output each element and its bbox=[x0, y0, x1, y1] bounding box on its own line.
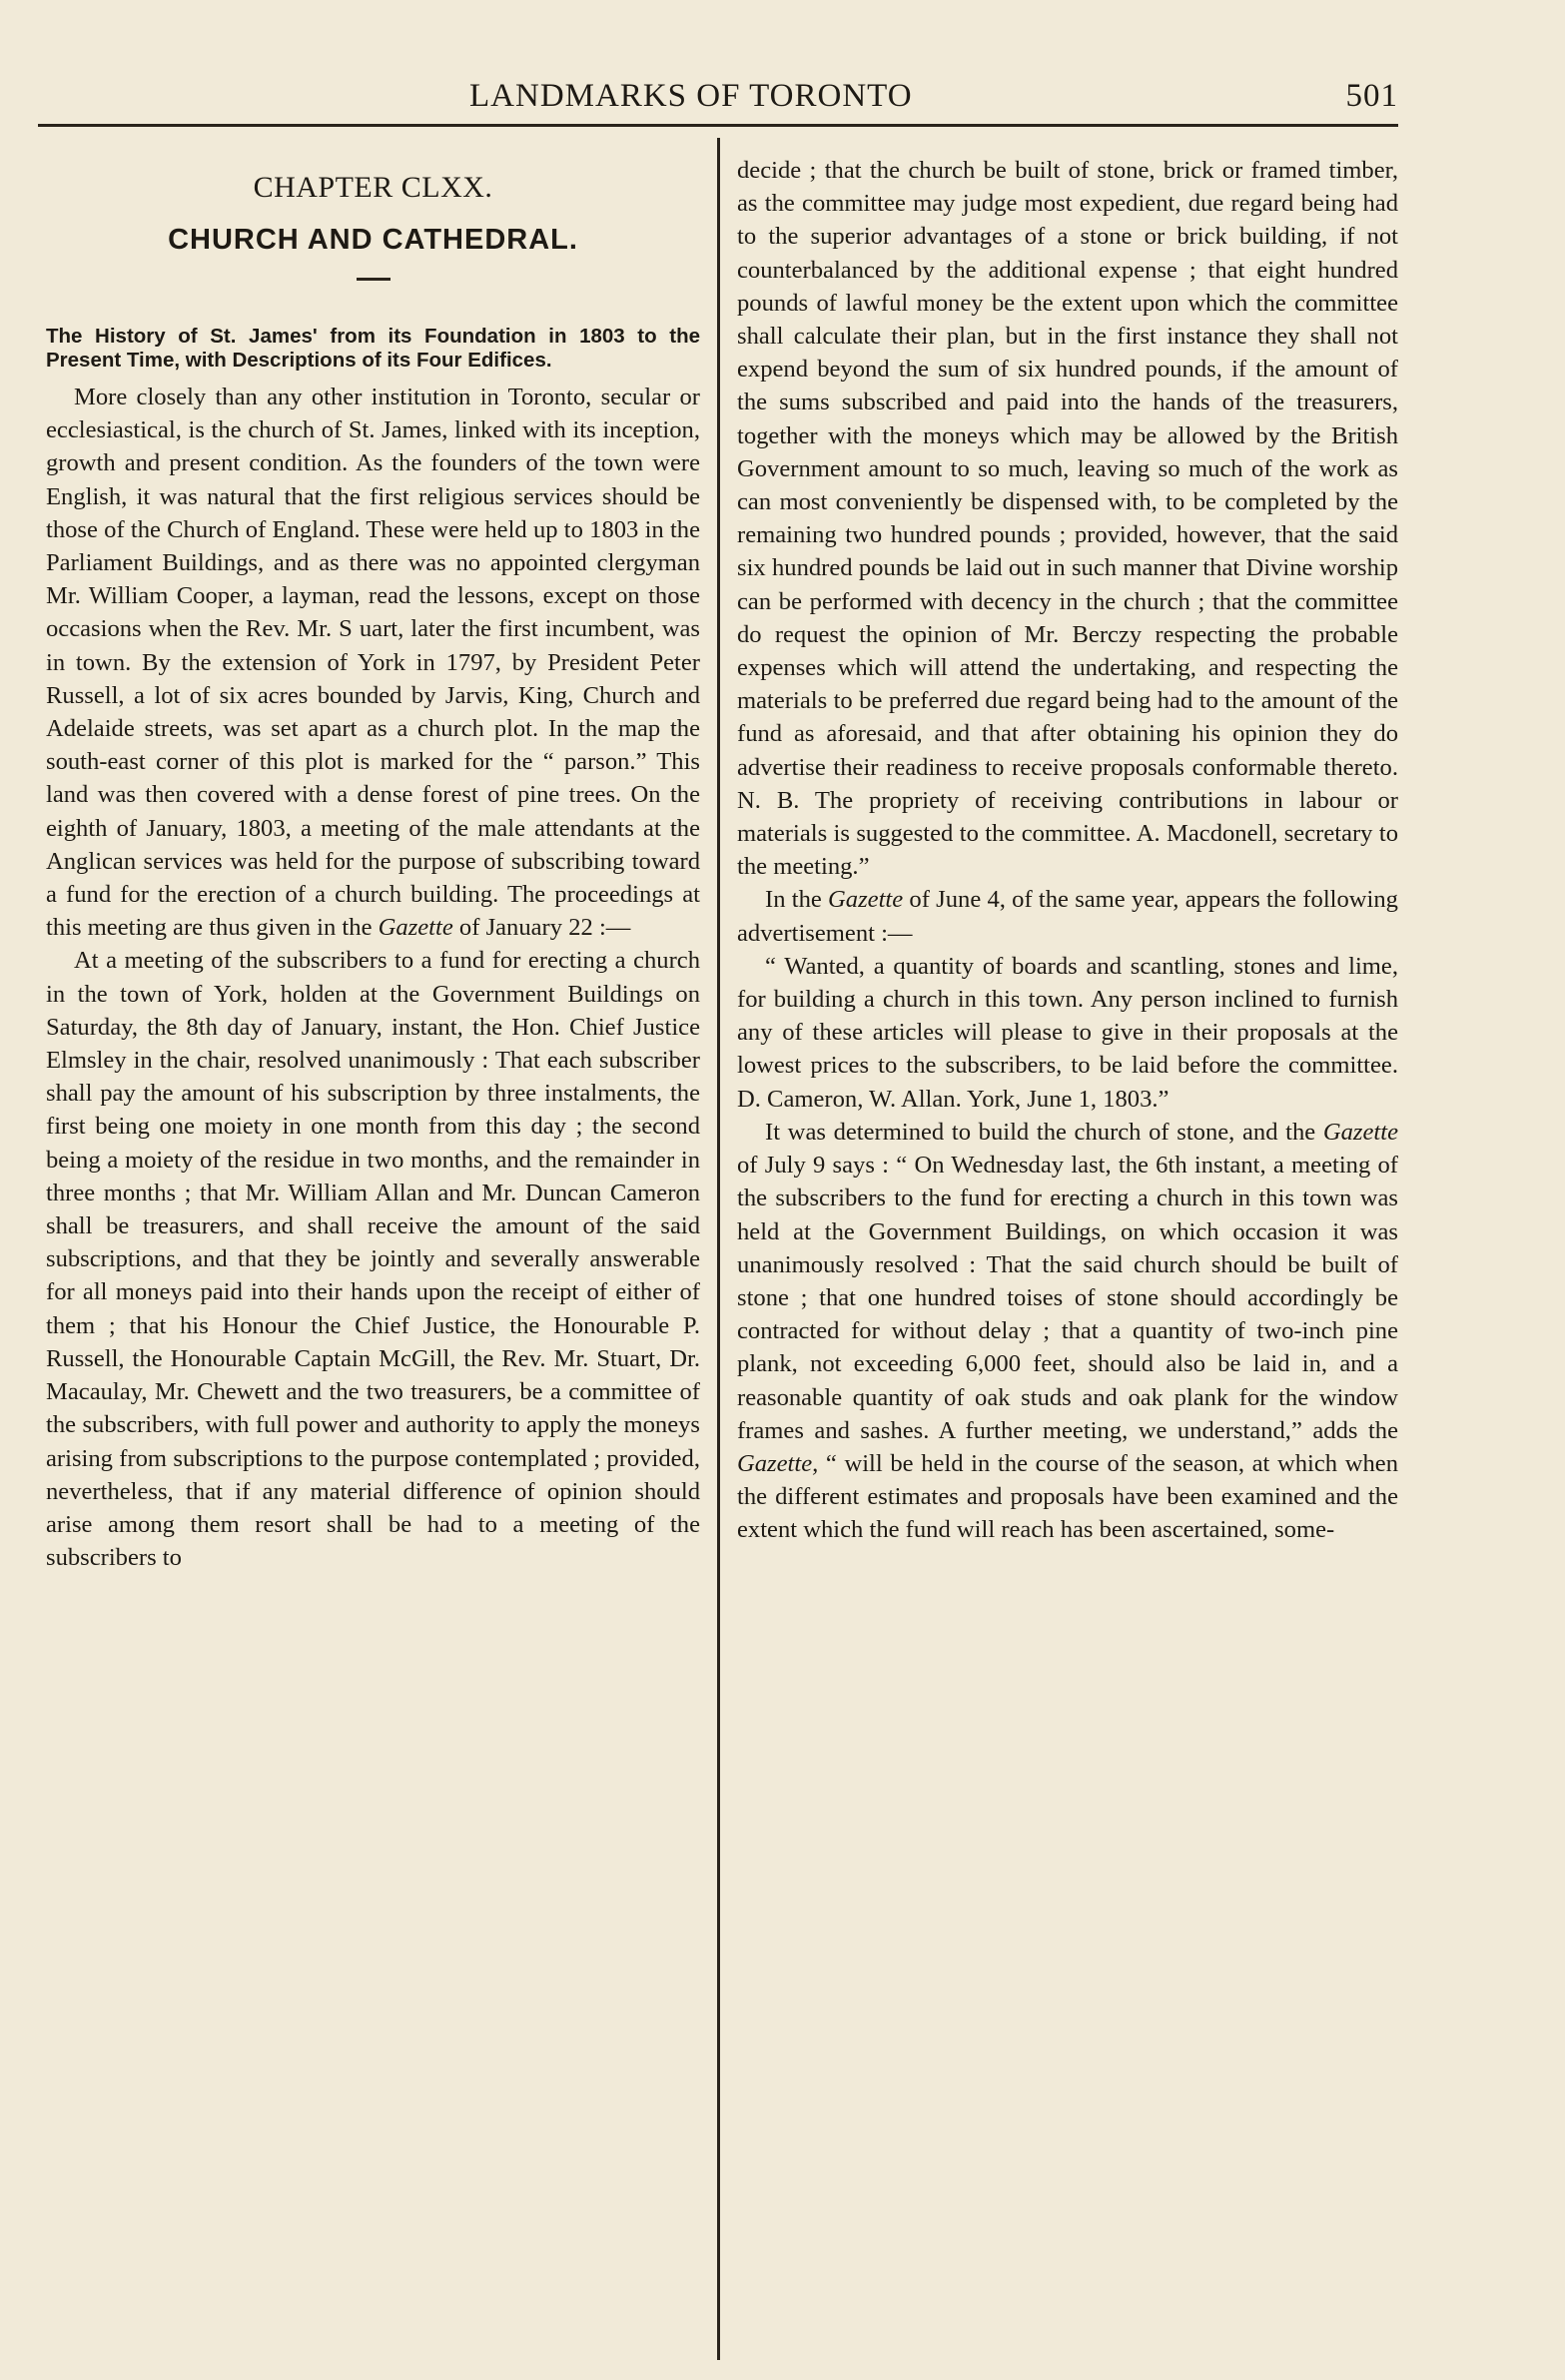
running-head bbox=[40, 78, 1398, 124]
paragraph: decide ; that the church be built of stone, brick or framed timber, as the committee may judge most expedient, due regard being had to the superior advantages of a stone or brick building, if not counterbalanced by the additional expense ; that eight hundred pounds of lawful money be the extent upon which the committee shall calculate their plan, but in the first instance they shall not expend beyond the sum of six hundred pounds, if the amount of the sums subscribed and paid into the hands of the treasurers, together with the moneys which may be allowed by the British Government amount to so much, leaving so much of the work as can most conveniently be dispensed with, to be completed by the remaining two hundred pounds ; provided, however, that the said six hundred pounds be laid out in such manner that Divine worship can be performed with decency in the church ; that the committee do request the opinion of Mr. Berczy respecting the probable expenses which will attend the undertaking, and respecting the materials to be preferred due regard being had to the amount of the fund as aforesaid, and that after obtaining his opinion they do advertise their readiness to receive proposals conformable thereto. N. B. The propriety of receiving contributions in labour or materials is suggested to the committee. A. Macdonell, secretary to the meeting.” bbox=[737, 157, 1398, 881]
column-divider bbox=[717, 138, 720, 2360]
paragraph-text: It was determined to build the church of stone, and the bbox=[765, 1118, 1323, 1146]
paragraph-text: In the bbox=[765, 886, 829, 914]
left-column bbox=[46, 150, 700, 1574]
chapter-number: CHAPTER CLXX. bbox=[253, 171, 493, 204]
paragraph bbox=[46, 381, 700, 944]
page-number: 501 bbox=[1345, 78, 1398, 114]
paragraph-text: More closely than any other institution in Toronto, secular or ecclesiastical, is the church of St. James, linked with its inception, growth and present condition. As the founders of the town were English, it was natural that the first religious services should be those of the Church of England. These were held up to 1803 in the Parliament Buildings, and as there was no appointed clergyman Mr. William Cooper, a layman, read the lessons, except on those occasions when the Rev. Mr. S uart, later the first incumbent, was in town. By the extension of York in 1797, by President Peter Russell, a lot of six acres bounded by Jarvis, King, Church and Adelaide streets, was set apart as a church plot. In the map the south-east corner of this plot is marked for the “ parson.” This land was then covered with a dense forest of pine trees. On the eighth of January, 1803, a meeting of the male attendants at the Anglican services was held for the purpose of subscribing toward a fund for the erection of a church building. The proceedings at this meeting are thus given in the bbox=[46, 384, 700, 942]
chapter-subtitle: The History of St. James' from its Foundation in 1803 to the Present Time, with Descriptions of its Four Edifices. bbox=[46, 325, 700, 372]
gazette-title: Gazette bbox=[378, 914, 453, 942]
paragraph-text: of June 4, of the same year, appears the following advertisement :— bbox=[737, 886, 1398, 947]
running-title: LANDMARKS OF TORONTO bbox=[469, 78, 913, 114]
paragraph bbox=[737, 1116, 1398, 1547]
chapter-title: CHURCH AND CATHEDRAL. bbox=[168, 224, 578, 256]
paragraph-text: “ will be held in the course of the season, at which when the different estimates and proposals have been examined and the extent which the fund will reach has been ascertained, some- bbox=[737, 1449, 1398, 1544]
paragraph-text: of July 9 says : “ On Wednesday last, the 6th instant, a meeting of the subscribers to the fund for erecting a church in this town was held at the Government Buildings, on which occasion it was unanimously resolved : That the said church should be built of stone ; that one hundred toises of stone should accordingly be contracted for without delay ; that a quantity of two-inch pine plank, not exceeding 6,000 feet, should also be laid in, and a reasonable quantity of oak studs and oak plank for the window frames and sashes. A further meeting, we understand,” adds the bbox=[737, 1152, 1398, 1444]
gazette-title: Gazette, bbox=[737, 1449, 819, 1477]
paragraph: “ Wanted, a quantity of boards and scantling, stones and lime, for building a church in this town. Any person inclined to furnish any of these articles will please to give in their proposals at the lowest prices to the subscribers, to be laid before the committee. D. Cameron, W. Allan. York, June 1, 1803.” bbox=[737, 952, 1398, 1113]
header-rule bbox=[38, 124, 1398, 127]
paragraph: At a meeting of the subscribers to a fund for erecting a church in the town of York, holden at the Government Buildings on Saturday, the 8th day of January, instant, the Hon. Chief Justice Elmsley in the chair, resolved unanimously : That each subscriber shall pay the amount of his subscription by three instalments, the first being one moiety in one month from this day ; the second being a moiety of the residue in two months, and the remainder in three months ; that Mr. William Allan and Mr. Duncan Cameron shall be treasurers, and shall receive the amount of the said subscriptions, and that they be jointly and severally answerable for all moneys paid into their hands upon the receipt of either of them ; that his Honour the Chief Justice, the Honourable P. Russell, the Honourable Captain McGill, the Rev. Mr. Stuart, Dr. Macaulay, Mr. Chewett and the two treasurers, be a committee of the subscribers, with full power and authority to apply the moneys arising from subscriptions to the purpose contemplated ; provided, nevertheless, that if any material difference of opinion should arise among them resort shall be had to a meeting of the subscribers to bbox=[46, 947, 700, 1572]
right-column bbox=[737, 154, 1398, 1547]
paragraph bbox=[737, 883, 1398, 949]
paragraph-text: of January 22 :— bbox=[452, 914, 631, 942]
title-rule bbox=[357, 278, 391, 281]
gazette-title: Gazette bbox=[1322, 1118, 1398, 1146]
gazette-title: Gazette bbox=[828, 886, 904, 914]
